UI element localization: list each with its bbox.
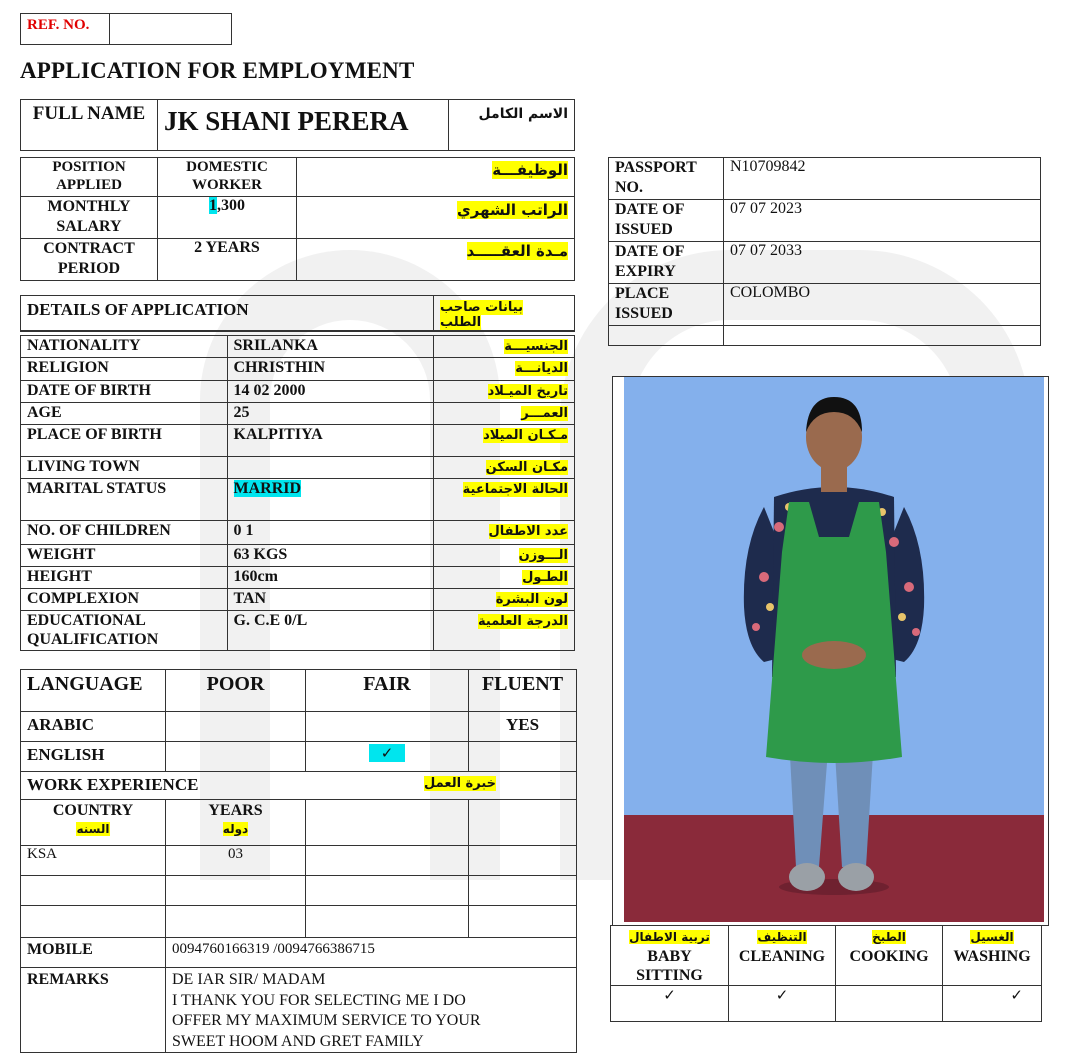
details-row <box>21 611 575 651</box>
details-row-label-arabic: الطـول <box>522 570 568 585</box>
details-row-label: DATE OF BIRTH <box>21 381 228 403</box>
baby-sitting-check: ✓ <box>611 986 729 1022</box>
passport-blank-value <box>724 326 1041 346</box>
details-row-label-arabic: العمـــر <box>521 406 568 421</box>
position-applied-value: DOMESTIC WORKER <box>158 158 297 197</box>
details-gap-line <box>20 331 575 332</box>
place-issued-value: COLOMBO <box>724 284 1041 326</box>
details-row-value: 25 <box>233 404 250 421</box>
details-row-label: MARITAL STATUS <box>21 479 228 521</box>
work-experience-heading-arabic: خبرة العمل <box>424 776 496 791</box>
ref-no-label: REF. NO. <box>21 14 110 45</box>
full-name-value: JK SHANI PERERA <box>158 100 449 151</box>
details-row-label-arabic: مـكـان الميلاد <box>483 428 568 443</box>
details-table <box>20 295 575 651</box>
date-of-issued-label: DATE OF ISSUED <box>609 200 724 242</box>
experience-row-country <box>21 876 166 906</box>
shoe-left <box>789 863 825 891</box>
details-row-label-arabic: تاريخ الميـلاد <box>487 384 568 399</box>
skill-cleaning-arabic: التنظيف <box>757 930 807 944</box>
language-arabic: ARABIC <box>21 712 166 742</box>
contract-period-label-arabic: مـدة العقـــــد <box>466 242 568 260</box>
passport-no-label: PASSPORT NO. <box>609 158 724 200</box>
applicant-photo <box>624 377 1044 922</box>
skill-washing: WASHING <box>953 948 1031 965</box>
cooking-check <box>836 986 943 1022</box>
position-applied-label-arabic: الوظيفـــة <box>492 161 568 179</box>
details-row <box>21 457 575 479</box>
monthly-salary-value: 1,300 <box>158 197 297 239</box>
experience-row-country: KSA <box>21 846 166 876</box>
skill-cooking-arabic: الطبخ <box>872 930 906 944</box>
applicant-photo-frame <box>612 376 1049 926</box>
place-issued-label: PLACE ISSUED <box>609 284 724 326</box>
skill-baby-sitting: BABY SITTING <box>636 948 703 984</box>
years-col-header: YEARS <box>208 802 263 819</box>
fluent-header: FLUENT <box>469 670 577 712</box>
details-row <box>21 589 575 611</box>
details-row <box>21 403 575 425</box>
details-row-label-arabic: لون البشرة <box>495 592 568 607</box>
remarks-value: DE IAR SIR/ MADAM I THANK YOU FOR SELECTING ME I DO OFFER MY MAXIMUM SERVICE TO YOUR SWEET HOOM AND GRET FAMILY <box>166 968 577 1053</box>
details-row-value: 0 1 <box>233 522 254 539</box>
passport-no-value: N10709842 <box>724 158 1041 200</box>
details-row-label: NO. OF CHILDREN <box>21 521 228 545</box>
country-col-header: COUNTRY <box>52 802 134 819</box>
details-row-label: LIVING TOWN <box>21 457 228 479</box>
passport-blank-label <box>609 326 724 346</box>
details-row-label: WEIGHT <box>21 545 228 567</box>
experience-row-years <box>166 876 306 906</box>
details-row-label: COMPLEXION <box>21 589 228 611</box>
english-poor <box>166 742 306 772</box>
details-row <box>21 336 575 358</box>
details-row-label-arabic: مكـان السكن <box>485 460 568 475</box>
monthly-salary-label-arabic: الراتب الشهري <box>457 201 568 219</box>
green-apron <box>766 502 902 763</box>
arabic-fluent: YES <box>469 712 577 742</box>
full-name-table <box>20 99 575 151</box>
details-row-label: HEIGHT <box>21 567 228 589</box>
ref-no-value[interactable] <box>110 14 232 45</box>
details-row-label-arabic: الـــوزن <box>518 548 568 563</box>
arabic-fair <box>306 712 469 742</box>
details-row <box>21 521 575 545</box>
skill-cleaning: CLEANING <box>738 948 826 965</box>
skill-cooking: COOKING <box>849 948 929 965</box>
details-row-value: G. C.E 0/L <box>233 612 308 629</box>
details-row-value: 14 02 2000 <box>233 382 306 399</box>
date-of-issued-value: 07 07 2023 <box>724 200 1041 242</box>
shoe-right <box>838 863 874 891</box>
skills-table <box>610 925 1042 1022</box>
cleaning-check: ✓ <box>729 986 836 1022</box>
details-row-value: 63 KGS <box>233 546 288 563</box>
details-row-label-arabic: الجنسيـــة <box>504 339 568 354</box>
skill-washing-arabic: الغسيل <box>970 930 1014 944</box>
contract-period-value: 2 YEARS <box>158 239 297 281</box>
passport-table <box>608 157 1041 346</box>
remarks-label: REMARKS <box>21 968 166 1053</box>
details-row-value: TAN <box>233 590 267 607</box>
washing-check: ✓ <box>943 986 1042 1022</box>
date-of-expiry-label: DATE OF EXPIRY <box>609 242 724 284</box>
full-name-label: FULL NAME <box>21 100 158 151</box>
folded-hands <box>802 641 866 669</box>
details-row-label-arabic: عدد الاطفال <box>488 524 568 539</box>
details-row <box>21 381 575 403</box>
experience-row-country <box>21 906 166 938</box>
details-row-label: RELIGION <box>21 358 228 381</box>
date-of-expiry-value: 07 07 2033 <box>724 242 1041 284</box>
mobile-value: 0094760166319 /0094766386715 <box>166 938 577 968</box>
details-row-value: 160cm <box>233 568 278 585</box>
experience-row-years: 03 <box>166 846 306 876</box>
details-row <box>21 545 575 567</box>
details-heading: DETAILS OF APPLICATION <box>21 296 434 331</box>
details-row-label-arabic: الدرجة العلمية <box>478 614 568 629</box>
ref-no-box <box>20 13 232 45</box>
details-rows <box>21 336 575 651</box>
details-row-value: SRILANKA <box>233 337 318 354</box>
details-row-label: NATIONALITY <box>21 336 228 358</box>
details-row-label: AGE <box>21 403 228 425</box>
language-english: ENGLISH <box>21 742 166 772</box>
skill-baby-sitting-arabic: تربية الاطفال <box>629 930 710 944</box>
position-applied-label: POSITION APPLIED <box>21 158 158 197</box>
experience-row-years <box>166 906 306 938</box>
work-experience-heading: WORK EXPERIENCE <box>21 772 306 800</box>
details-row <box>21 479 575 521</box>
details-heading-arabic: بيانات صاحب الطلب <box>440 300 523 330</box>
details-row-value: MARRID <box>233 480 302 497</box>
details-row-label: PLACE OF BIRTH <box>21 425 228 457</box>
years-col-header-arabic: دوله <box>222 822 249 836</box>
position-table <box>20 157 575 281</box>
photo-floor <box>624 815 1044 922</box>
details-row-label: EDUCATIONAL QUALIFICATION <box>21 611 228 651</box>
full-name-label-arabic: الاسم الكامل <box>449 100 575 151</box>
details-row-label-arabic: الحالة الاجتماعية <box>462 482 568 497</box>
arabic-poor <box>166 712 306 742</box>
details-row-value: CHRISTHIN <box>233 359 326 376</box>
details-row-value: KALPITIYA <box>233 426 323 443</box>
details-row <box>21 425 575 457</box>
monthly-salary-label: MONTHLY SALARY <box>21 197 158 239</box>
language-table <box>20 669 577 1053</box>
contract-period-label: CONTRACT PERIOD <box>21 239 158 281</box>
english-fluent <box>469 742 577 772</box>
details-row-label-arabic: الديانـــة <box>515 361 568 376</box>
poor-header: POOR <box>166 670 306 712</box>
country-col-header-arabic: السنه <box>76 822 110 836</box>
details-row <box>21 358 575 381</box>
mobile-label: MOBILE <box>21 938 166 968</box>
details-row <box>21 567 575 589</box>
english-fair-check: ✓ <box>369 744 406 762</box>
fair-header: FAIR <box>306 670 469 712</box>
page-title: APPLICATION FOR EMPLOYMENT <box>20 58 415 83</box>
language-header: LANGUAGE <box>21 670 166 712</box>
